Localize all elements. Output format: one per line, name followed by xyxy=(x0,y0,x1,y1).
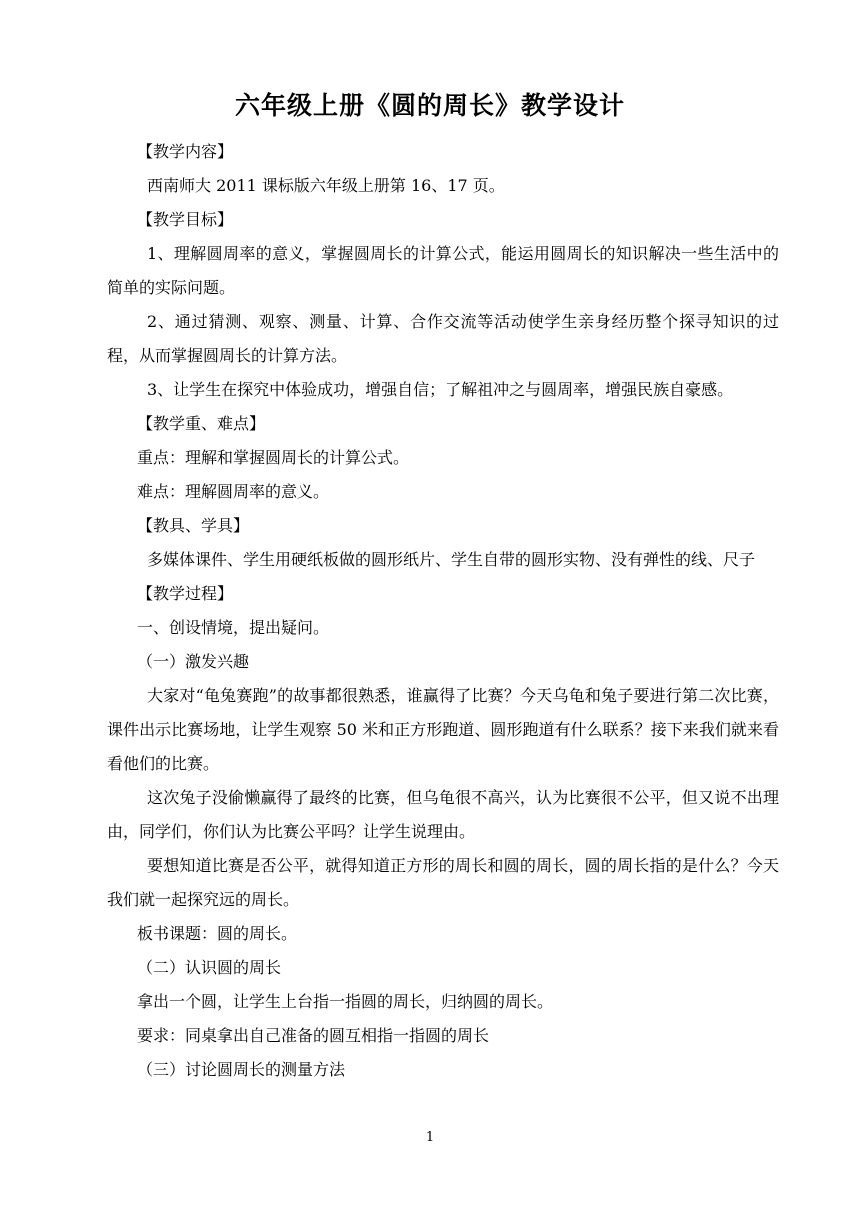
key-point-text: 重点：理解和掌握圆周长的计算公式。 xyxy=(137,448,410,467)
section-heading-process: 【教学过程】 xyxy=(137,584,234,603)
board-title-text: 板书课题：圆的周长。 xyxy=(137,924,298,943)
section-heading-goals: 【教学目标】 xyxy=(137,210,234,229)
goal-item-2: 2、通过猜测、观察、测量、计算、合作交流等活动使学生亲身经历整个探寻知识的过程，从而掌握圆周长的计算方法。 xyxy=(107,312,779,365)
goal-item-3: 3、让学生在探究中体验成功，增强自信；了解祖冲之与圆周率，增强民族自豪感。 xyxy=(147,380,734,399)
process-step-1: 一、创设情境，提出疑问。 xyxy=(137,618,330,637)
process-paragraph-2: 这次兔子没偷懒赢得了最终的比赛，但乌龟很不高兴，认为比赛很不公平，但又说不出理由，同学们，你们认为比赛公平吗？让学生说理由。 xyxy=(107,788,779,841)
document-title: 六年级上册《圆的周长》教学设计 xyxy=(234,91,625,120)
section-heading-tools: 【教具、学具】 xyxy=(137,516,250,535)
process-paragraph-3: 要想知道比赛是否公平，就得知道正方形的周长和圆的周长，圆的周长指的是什么？今天我们就一起探究远的周长。 xyxy=(107,856,779,909)
page-number: 1 xyxy=(425,1130,435,1145)
tools-text: 多媒体课件、学生用硬纸板做的圆形纸片、学生自带的圆形实物、没有弹性的线、尺子 xyxy=(147,550,756,569)
process-paragraph-4: 拿出一个圆，让学生上台指一指圆的周长，归纳圆的周长。 xyxy=(137,992,554,1011)
document-body xyxy=(107,135,779,1087)
process-paragraph-1: 大家对“龟兔赛跑”的故事都很熟悉，谁赢得了比赛？今天乌龟和兔子要进行第二次比赛，课件出示比赛场地，让学生观察 50 米和正方形跑道、圆形跑道有什么联系？接下来我们就来看看他们的比赛。 xyxy=(107,686,779,773)
section-heading-key-points: 【教学重、难点】 xyxy=(137,414,266,433)
content-text: 西南师大 2011 课标版六年级上册第 16、17 页。 xyxy=(147,176,505,195)
section-heading-content: 【教学内容】 xyxy=(137,142,234,161)
goal-item-1: 1、理解圆周率的意义，掌握圆周长的计算公式，能运用圆周长的知识解决一些生活中的简单的实际问题。 xyxy=(107,244,779,297)
process-substep-a: （一）激发兴趣 xyxy=(137,652,250,671)
process-paragraph-5: 要求：同桌拿出自己准备的圆互相指一指圆的周长 xyxy=(137,1026,490,1045)
process-substep-c: （三）讨论圆周长的测量方法 xyxy=(137,1060,346,1079)
difficult-point-text: 难点：理解圆周率的意义。 xyxy=(137,482,330,501)
process-substep-b: （二）认识圆的周长 xyxy=(137,958,282,977)
